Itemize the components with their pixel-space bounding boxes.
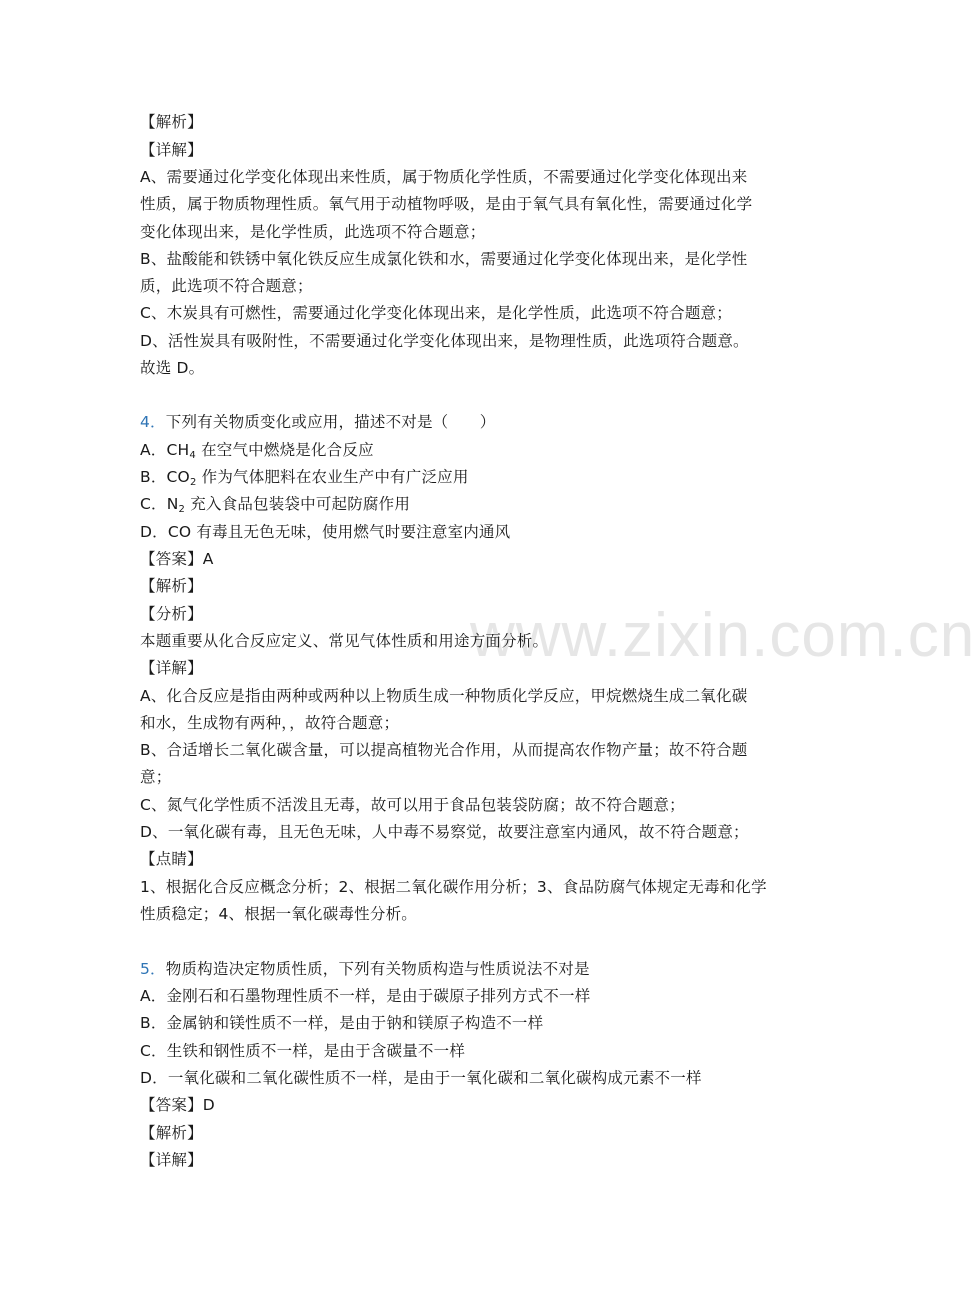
watermark: www.zixin.com.cn [470,601,975,670]
explanation-line: C、木炭具有可燃性，需要通过化学变化体现出来，是化学性质，此选项不符合题意； [140,304,732,322]
explanation-line: D、一氧化碳有毒，且无色无味，人中毒不易察觉，故要注意室内通风，故不符合题意； [140,823,749,841]
section-label-analysis: 【解析】 [140,577,203,595]
option-a: A．金刚石和石墨物理性质不一样，是由于碳原子排列方式不一样 [140,987,591,1005]
option-a [140,440,374,460]
question-text: 物质构造决定物质性质，下列有关物质构造与性质说法不对是 [165,960,590,978]
section-label-tip: 【点睛】 [140,850,203,868]
explanation-line: A、化合反应是指由两种或两种以上物质生成一种物质化学反应，甲烷燃烧生成二氧化碳 [140,687,748,705]
option-b-text: 作为气体肥料在农业生产中有广泛应用 [196,468,469,486]
section-label-analysis: 【解析】 [140,1124,203,1142]
reasoning-text: 本题重要从化合反应定义、常见气体性质和用途方面分析。 [140,632,549,650]
option-b: B．金属钠和镁性质不一样，是由于钠和镁原子构造不一样 [140,1014,544,1032]
explanation-line: B、合适增长二氧化碳含量，可以提高植物光合作用，从而提高农作物产量；故不符合题 [140,741,748,759]
section-label-detail: 【详解】 [140,141,203,159]
section-label-reasoning: 【分析】 [140,605,203,623]
question-number: 5． [140,960,166,978]
explanation-line: 和水，生成物有两种，，故符合题意； [140,714,400,732]
answer-label: 【答案】A [140,550,214,568]
question-text: 下列有关物质变化或应用，描述不对是（ ） [165,413,496,431]
explanation-line: 性质，属于物质物理性质。氧气用于动植物呼吸，是由于氧气具有氧化性，需要通过化学 [140,195,753,213]
option-c [140,494,410,514]
question-4-stem [140,412,495,432]
explanation-line: C、氮气化学性质不活泼且无毒，故可以用于食品包装袋防腐；故不符合题意； [140,796,685,814]
tip-line: 性质稳定；4、根据一氧化碳毒性分析。 [140,905,417,923]
option-d: D．CO 有毒且无色无味，使用燃气时要注意室内通风 [140,523,511,541]
explanation-line: A、需要通过化学变化体现出来性质，属于物质化学性质，不需要通过化学变化体现出来 [140,168,748,186]
explanation-line: 意； [140,768,172,786]
conclusion-line: 故选 D。 [140,359,205,377]
option-d: D．一氧化碳和二氧化碳性质不一样，是由于一氧化碳和二氧化碳构成元素不一样 [140,1069,702,1087]
option-a-text: 在空气中燃烧是化合反应 [195,441,374,459]
subscript: 4 [189,450,196,461]
option-c-text: 充入食品包装袋中可起防腐作用 [185,495,411,513]
option-b-prefix: B．CO [140,468,190,486]
option-c-prefix: C．N [140,495,179,513]
question-5-stem [140,959,590,979]
subscript: 2 [178,504,186,515]
explanation-line: D、活性炭具有吸附性，不需要通过化学变化体现出来，是物理性质，此选项符合题意。 [140,332,749,350]
section-label-analysis: 【解析】 [140,113,203,131]
section-label-detail: 【详解】 [140,1151,203,1169]
explanation-line: 质，此选项不符合题意； [140,277,313,295]
option-a-prefix: A．CH [140,441,190,459]
section-label-detail: 【详解】 [140,659,203,677]
explanation-line: B、盐酸能和铁锈中氧化铁反应生成氯化铁和水，需要通过化学变化体现出来，是化学性 [140,250,748,268]
tip-line: 1、根据化合反应概念分析；2、根据二氧化碳作用分析；3、食品防腐气体规定无毒和化学 [140,878,767,896]
explanation-line: 变化体现出来，是化学性质，此选项不符合题意； [140,223,486,241]
subscript: 2 [189,477,197,488]
answer-label: 【答案】D [140,1096,215,1114]
option-c: C．生铁和钢性质不一样，是由于含碳量不一样 [140,1042,466,1060]
question-number: 4． [140,413,166,431]
option-b [140,467,469,487]
